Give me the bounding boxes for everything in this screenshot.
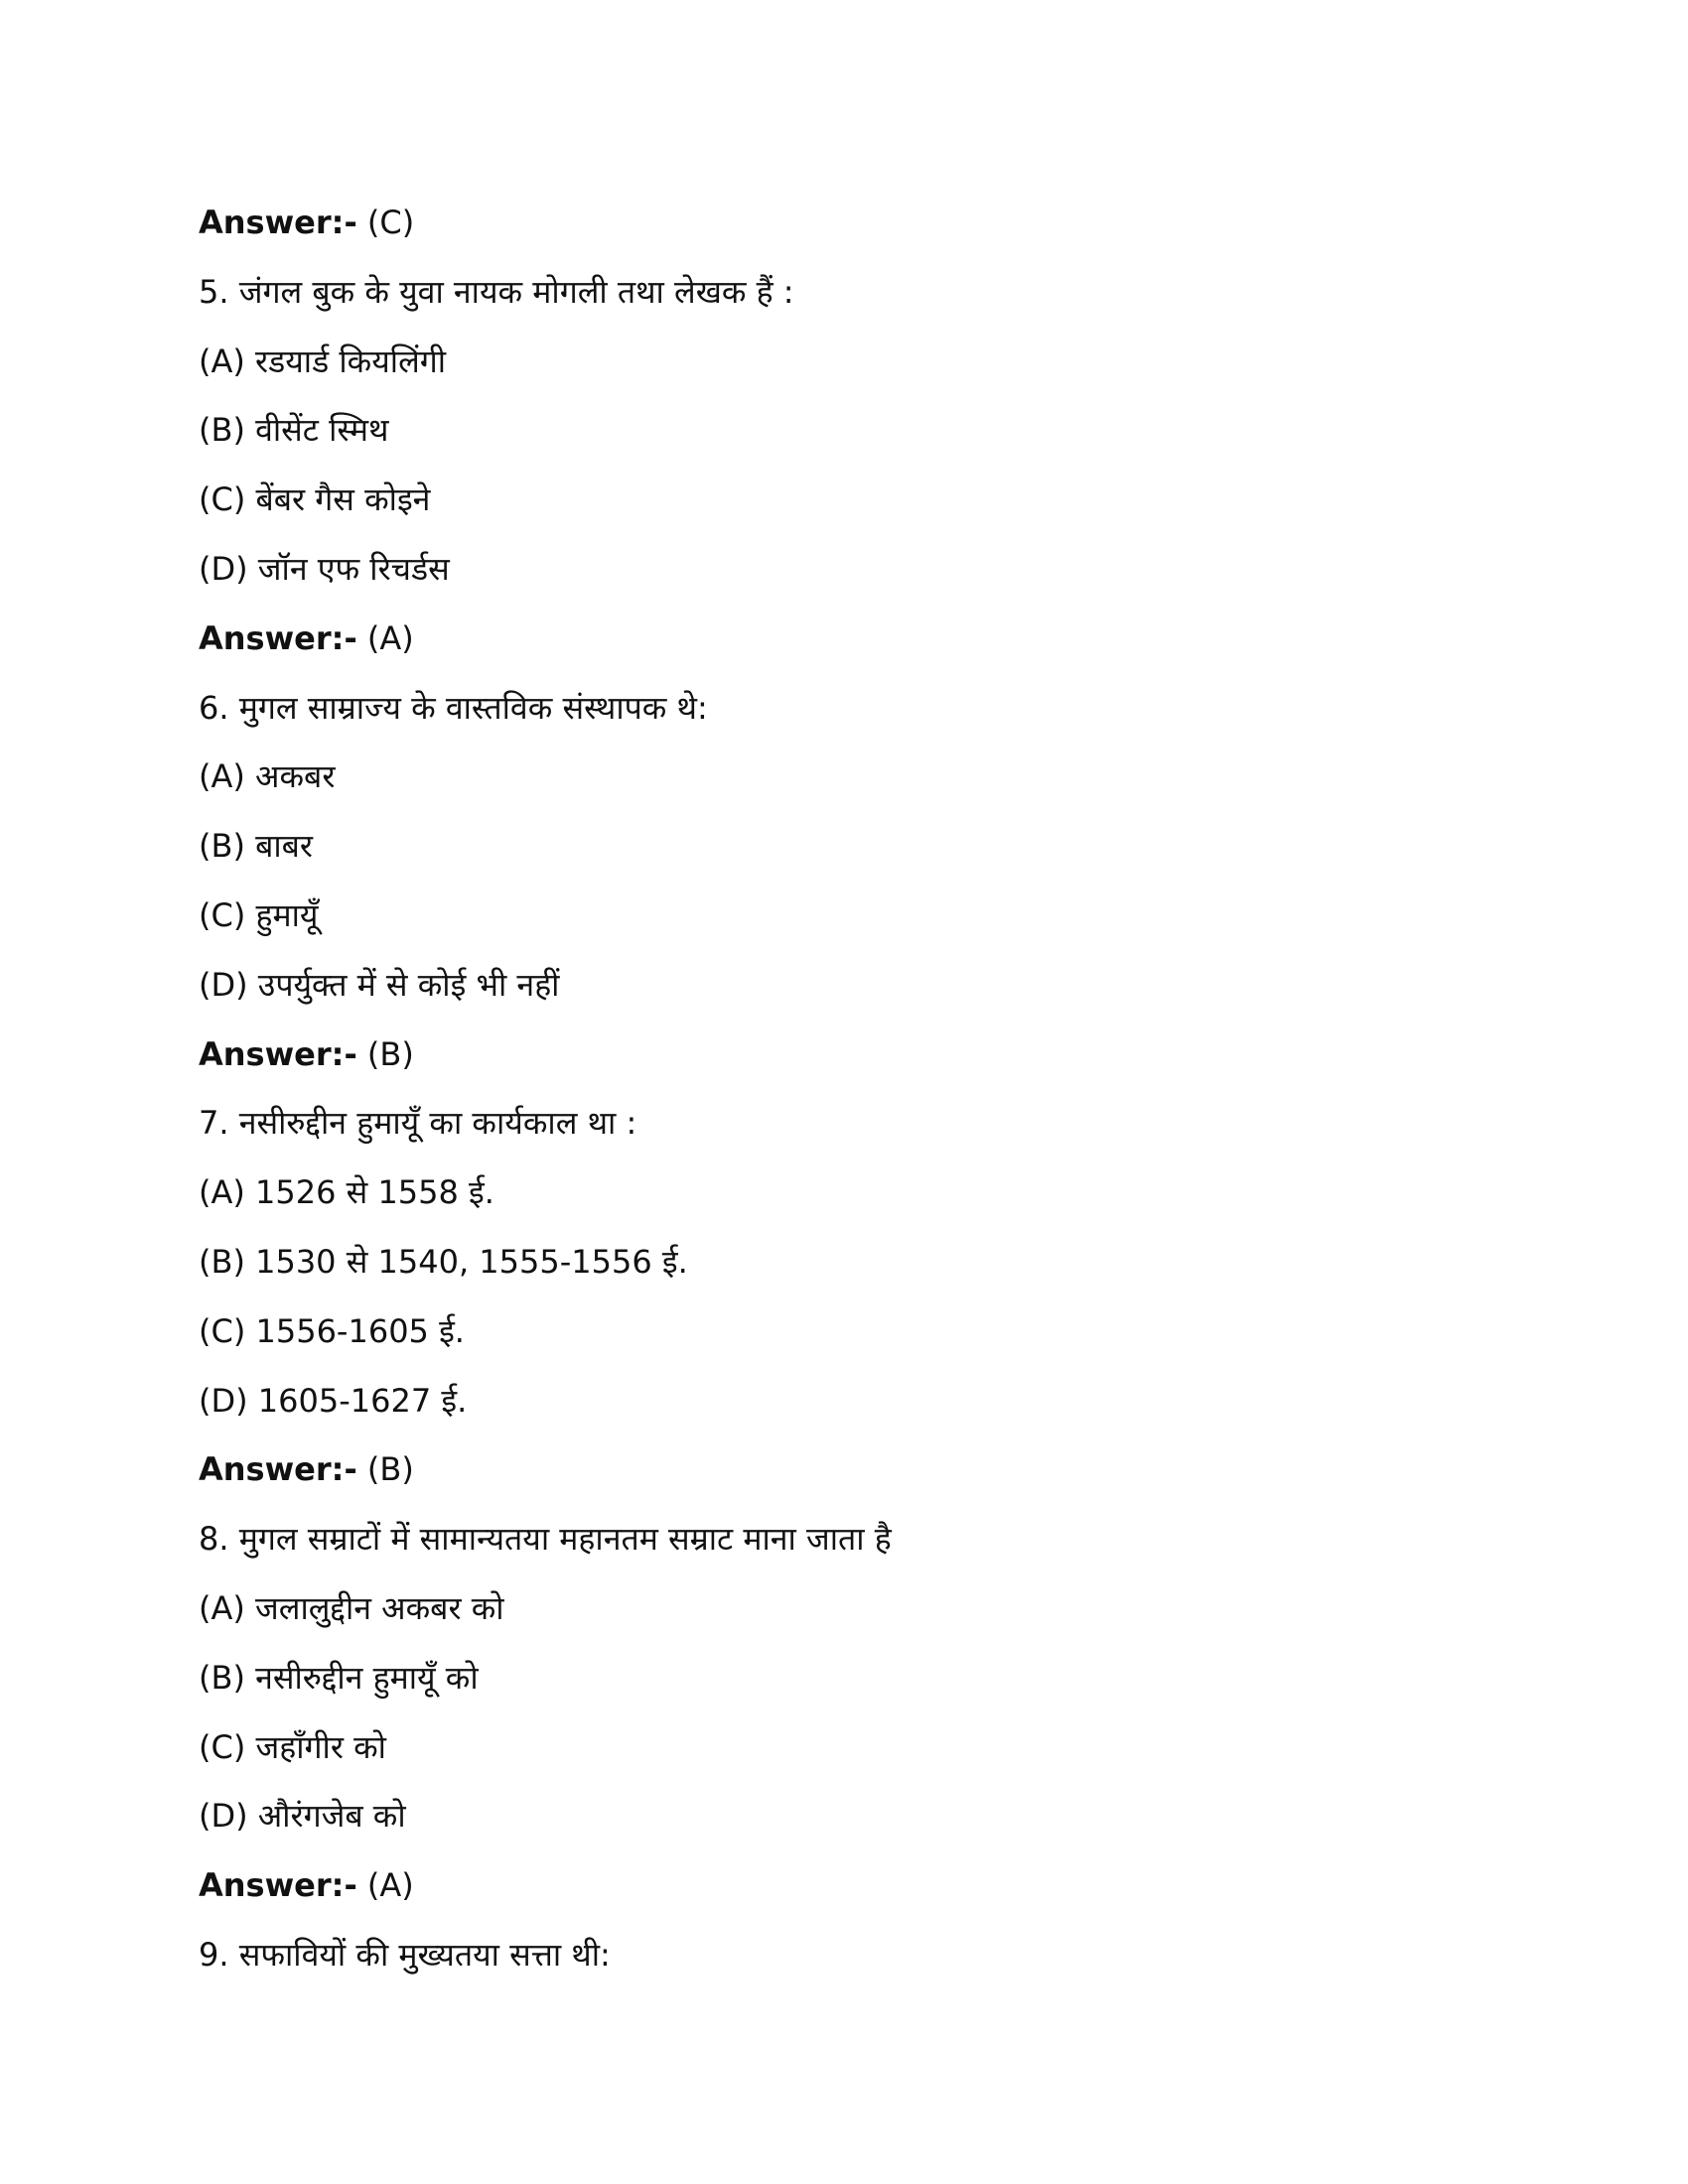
option-text: (D) जॉन एफ रिचर्डस <box>199 549 450 588</box>
option-text: (B) वीसेंट स्मिथ <box>199 411 389 450</box>
answer-value: (A) <box>356 618 414 657</box>
question-text: 8. मुगल सम्राटों में सामान्यतया महानतम सम्राट माना जाता है <box>199 1520 892 1559</box>
answer-value: (A) <box>356 1866 414 1905</box>
question-text: 9. सफावियों की मुख्यतया सत्ता थी: <box>199 1935 611 1974</box>
answer-line <box>199 1851 1489 1921</box>
answer-line <box>199 189 1489 258</box>
option-text: (A) रडयार्ड कियलिंगी <box>199 341 447 380</box>
answer-value: (B) <box>356 1034 414 1073</box>
answer-label: Answer:- <box>199 618 357 657</box>
answer-line <box>199 1435 1489 1505</box>
option-text: (A) जलालुद्दीन अकबर को <box>199 1588 504 1627</box>
option-text: (C) 1556-1605 ई. <box>199 1311 465 1350</box>
answer-line <box>199 605 1489 674</box>
question-text: 6. मुगल साम्राज्य के वास्तविक संस्थापक थे: <box>199 688 708 727</box>
answer-value: (C) <box>356 204 415 241</box>
answer-label: Answer:- <box>199 1866 357 1905</box>
question-text: 5. जंगल बुक के युवा नायक मोगली तथा लेखक हैं : <box>199 272 794 311</box>
answer-label: Answer:- <box>199 1450 357 1489</box>
page-content <box>199 189 1489 1990</box>
option-text: (B) बाबर <box>199 827 314 866</box>
option-text: (C) बेंबर गैस कोइने <box>199 480 431 519</box>
answer-label: Answer:- <box>199 1034 357 1073</box>
option-text: (A) अकबर <box>199 757 336 796</box>
option-text: (C) जहाँगीर को <box>199 1727 386 1766</box>
answer-value: (B) <box>356 1450 414 1489</box>
option-text: (B) नसीरुद्दीन हुमायूँ को <box>199 1658 479 1697</box>
option-text: (C) हुमायूँ <box>199 895 319 934</box>
answer-label: Answer:- <box>199 204 357 241</box>
option-text: (D) औरंगजेब को <box>199 1797 406 1836</box>
option-text: (D) उपर्युक्त में से कोई भी नहीं <box>199 965 560 1004</box>
option-text: (B) 1530 से 1540, 1555-1556 ई. <box>199 1242 688 1281</box>
answer-line <box>199 1021 1489 1090</box>
option-text: (A) 1526 से 1558 ई. <box>199 1173 494 1212</box>
question-text: 7. नसीरुद्दीन हुमायूँ का कार्यकाल था : <box>199 1104 637 1143</box>
option-text: (D) 1605-1627 ई. <box>199 1381 468 1420</box>
